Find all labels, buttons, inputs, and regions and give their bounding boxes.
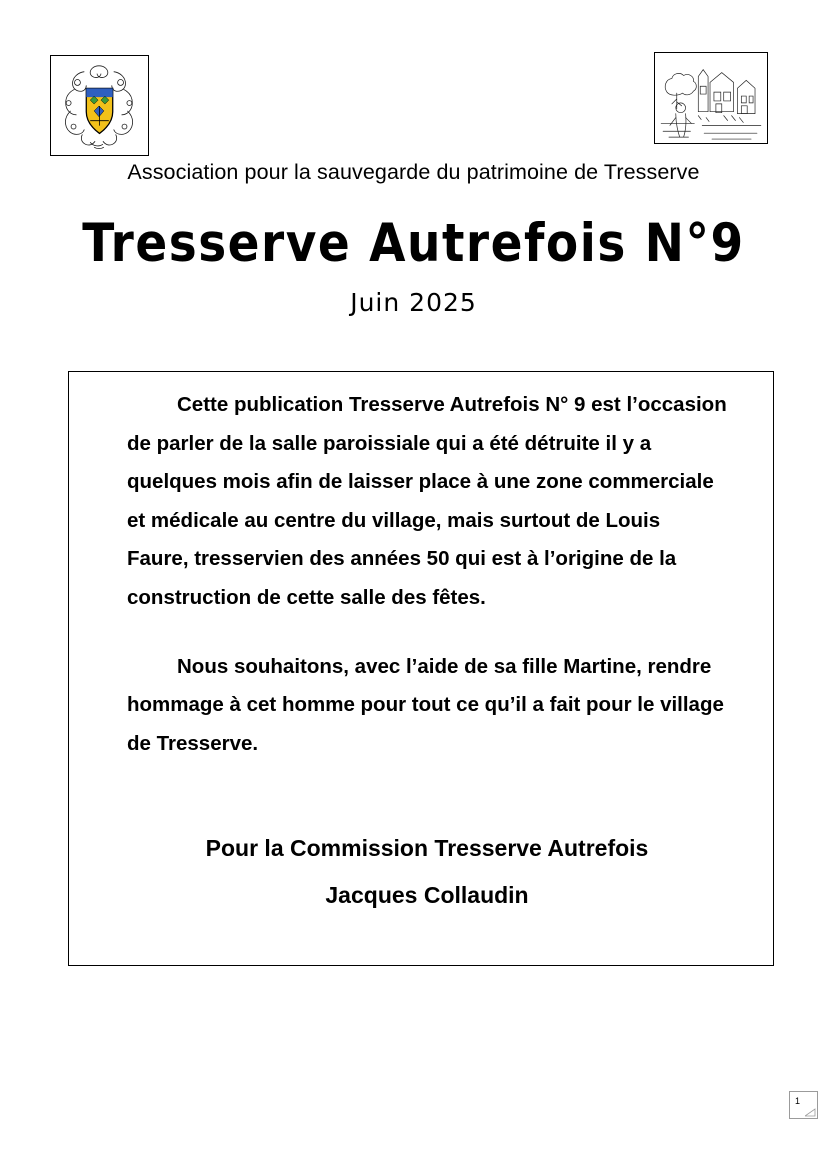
editorial-box	[68, 371, 774, 966]
page-number: 1	[795, 1096, 801, 1106]
editorial-paragraph-1: Cette publication Tresserve Autrefois N° 9 est l’occasion de parler de la salle paroissiale qui a été détruite il y a quelques mois afin de laisser place à une zone commerciale et médicale au centre du village, mais surtout de Louis Faure, tresservien des années 50 qui est à l’origine de la construction de cette salle des fêtes.	[127, 393, 727, 609]
signature-author: Jacques Collaudin	[325, 882, 529, 909]
village-sketch-image	[654, 52, 768, 144]
village-sketch-icon	[655, 53, 767, 143]
page-title: Tresserve Autrefois N°9	[82, 213, 745, 275]
publication-date: Juin 2025	[350, 288, 477, 317]
signature-commission: Pour la Commission Tresserve Autrefois	[205, 835, 649, 862]
crest-icon	[51, 56, 148, 155]
page-number-badge	[789, 1091, 818, 1119]
coat-of-arms-image	[50, 55, 149, 156]
editorial-paragraph-2: Nous souhaitons, avec l’aide de sa fille Martine, rendre hommage à cet homme pour tout ce qu’il a fait pour le village de Tresserve.	[127, 654, 724, 755]
signature-block	[127, 825, 727, 919]
page-corner-fold-icon	[805, 1108, 816, 1117]
association-line: Association pour la sauvegarde du patrimoine de Tresserve	[127, 160, 700, 184]
